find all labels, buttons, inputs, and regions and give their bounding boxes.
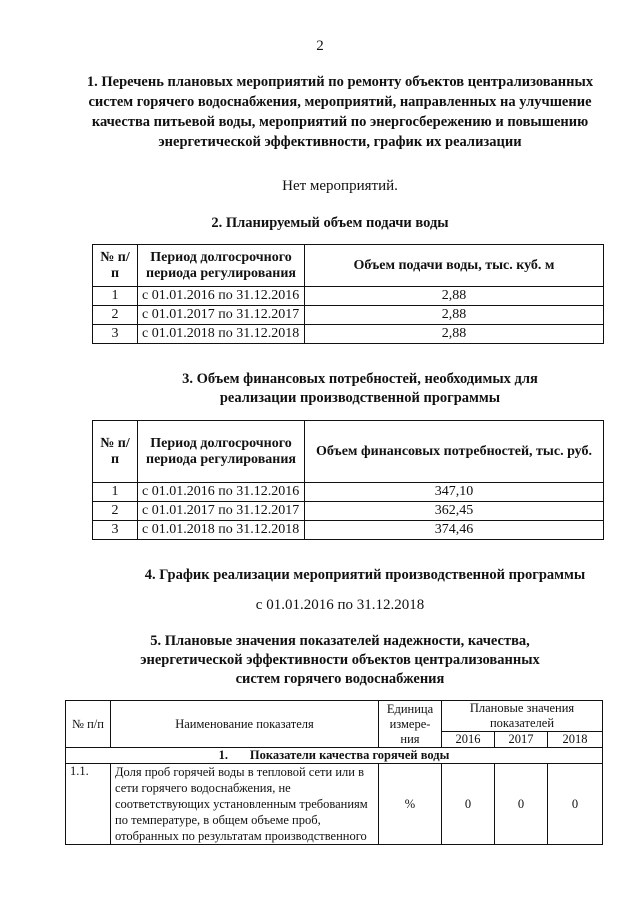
subsection-num: 1.: [218, 748, 229, 762]
section3-title: 3. Объем финансовых потребностей, необходимых для реализации производственной программы: [182, 371, 538, 406]
subsection-heading: [66, 748, 603, 764]
header-num: № п/п: [93, 421, 138, 483]
finance-table: [92, 420, 604, 540]
row-period: с 01.01.2018 по 31.12.2018: [138, 325, 305, 344]
row-period: с 01.01.2017 по 31.12.2017: [138, 306, 305, 325]
page-number: 2: [316, 38, 324, 54]
row-num: 2: [93, 306, 138, 325]
table-row: [93, 287, 604, 306]
row-num: 1: [93, 287, 138, 306]
section1-note: Нет мероприятий.: [282, 178, 398, 194]
volume-table: [92, 244, 604, 344]
row-period: с 01.01.2017 по 31.12.2017: [138, 502, 305, 521]
subsection-row: [66, 748, 603, 764]
row-period: с 01.01.2018 по 31.12.2018: [138, 521, 305, 540]
row-value-2017: 0: [495, 764, 548, 845]
header-num: № п/п: [66, 701, 111, 748]
table-row: [93, 521, 604, 540]
header-num: № п/п: [93, 245, 138, 287]
indicators-table: [65, 700, 603, 845]
header-year: 2017: [495, 732, 548, 748]
table-row: [93, 306, 604, 325]
row-period: с 01.01.2016 по 31.12.2016: [138, 287, 305, 306]
row-value: 347,10: [305, 483, 604, 502]
row-name: Доля проб горячей воды в тепловой сети или в сети горячего водоснабжения, не соответствующих установленным требованиям по температуре, в общем объеме проб, отобранных по результатам производственного: [111, 764, 379, 845]
row-num: 1: [93, 483, 138, 502]
table-row: [93, 483, 604, 502]
row-value: 374,46: [305, 521, 604, 540]
table-row: [93, 325, 604, 344]
row-value: 2,88: [305, 306, 604, 325]
row-value-2018: 0: [548, 764, 603, 845]
row-value: 2,88: [305, 287, 604, 306]
subsection-title: Показатели качества горячей воды: [249, 748, 450, 762]
section2-title: 2. Планируемый объем подачи воды: [211, 215, 449, 231]
header-period: Период долгосрочного периода регулирования: [138, 245, 305, 287]
row-value: 362,45: [305, 502, 604, 521]
row-value: 2,88: [305, 325, 604, 344]
section1-title: 1. Перечень плановых мероприятий по ремонту объектов централизованных систем горячего водоснабжения, мероприятий, направленных на улучшение качества питьевой воды, мероприятий по энергосбережению и повышению энергетической эффективности, график их реализации: [86, 74, 594, 150]
header-planned: Плановые значения показателей: [442, 701, 603, 732]
section4-title: 4. График реализации мероприятий производственной программы: [144, 567, 586, 583]
header-unit: Единица измере-ния: [379, 701, 442, 748]
row-period: с 01.01.2016 по 31.12.2016: [138, 483, 305, 502]
header-period: Период долгосрочного периода регулирования: [138, 421, 305, 483]
table-row: [66, 764, 603, 845]
header-year: 2016: [442, 732, 495, 748]
row-num: 3: [93, 325, 138, 344]
header-volume: Объем подачи воды, тыс. куб. м: [305, 245, 604, 287]
header-finance: Объем финансовых потребностей, тыс. руб.: [305, 421, 604, 483]
row-value-2016: 0: [442, 764, 495, 845]
section5-title: 5. Плановые значения показателей надежности, качества, энергетической эффективности объектов централизованных систем горячего водоснабжения: [140, 633, 540, 687]
row-unit: %: [379, 764, 442, 845]
row-num: 2: [93, 502, 138, 521]
header-name: Наименование показателя: [111, 701, 379, 748]
row-num: 1.1.: [66, 764, 111, 845]
header-year: 2018: [548, 732, 603, 748]
table-row: [93, 502, 604, 521]
row-num: 3: [93, 521, 138, 540]
section4-period: с 01.01.2016 по 31.12.2018: [255, 597, 425, 613]
